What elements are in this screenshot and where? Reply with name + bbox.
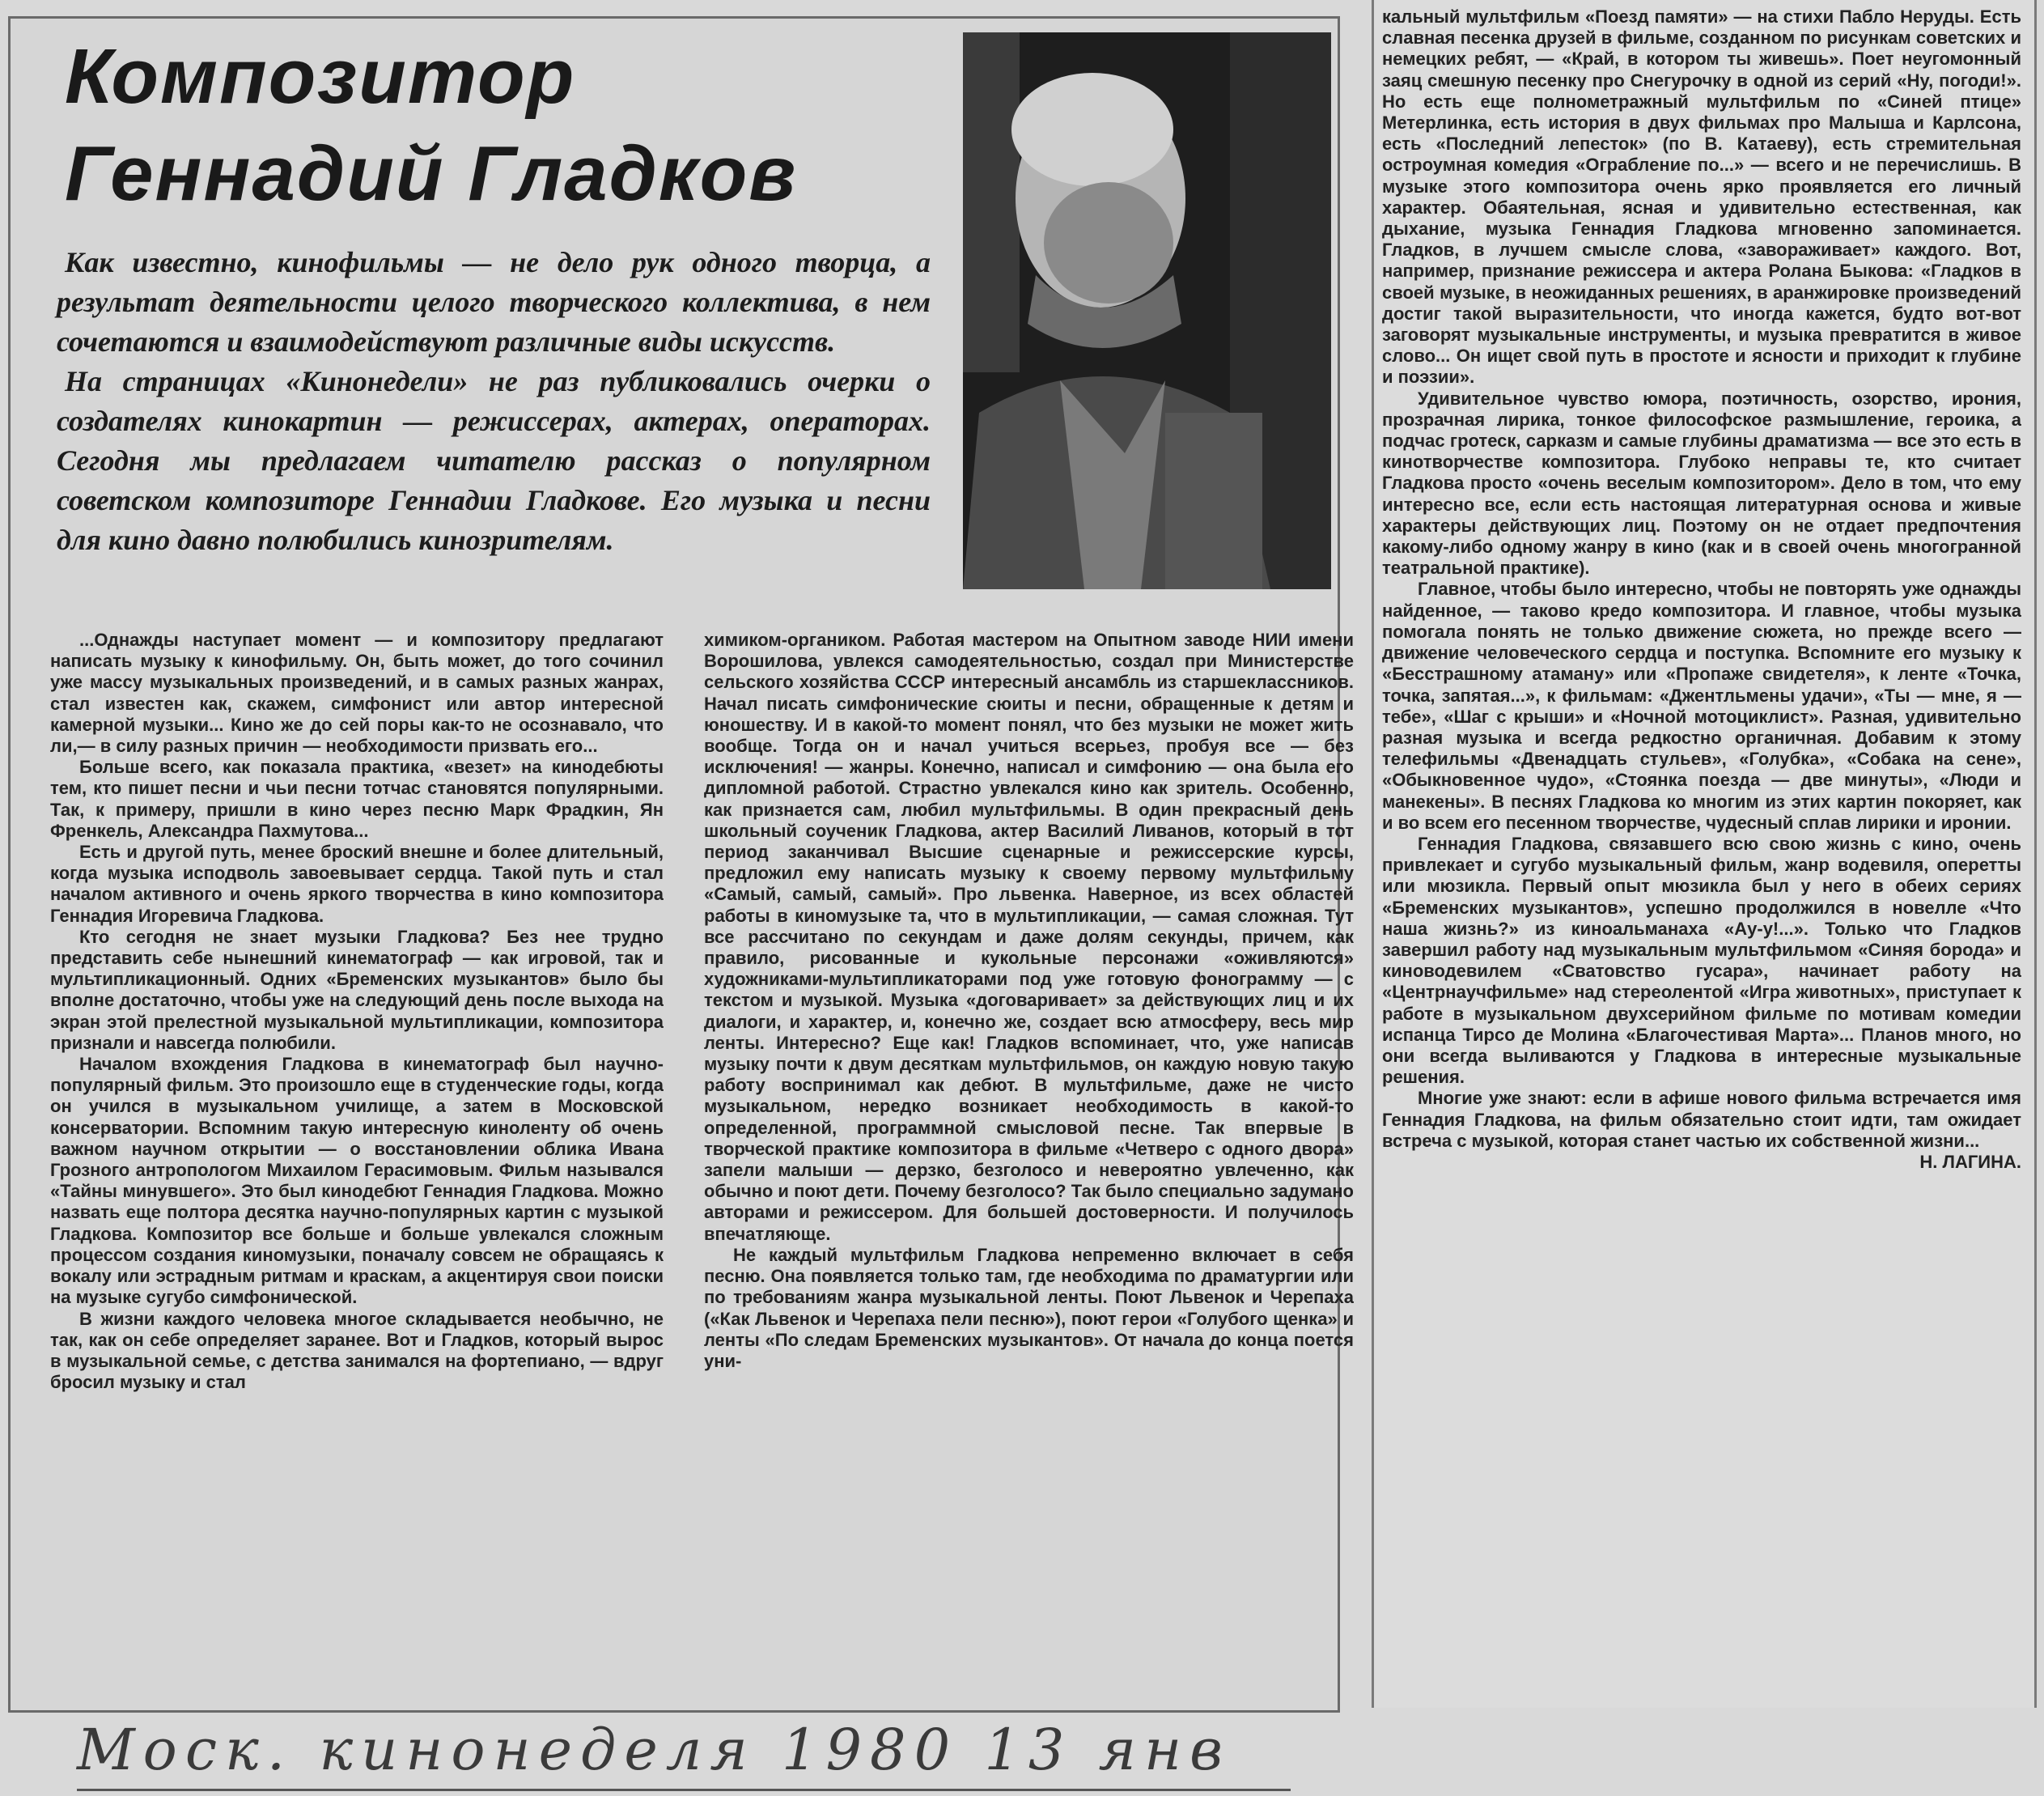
paragraph: Больше всего, как показала практика, «везет» на кинодебюты тем, кто пишет песни и чьи песни тотчас становятся популярными. Так, к примеру, пришли в кино через песню Марк Фрадкин, Ян Френкель, Александра Пахмутова... xyxy=(50,757,664,841)
text-column-1 xyxy=(50,630,664,1700)
paragraph: ...Однажды наступает момент — и композитору предлагают написать музыку к кинофильму. Он, быть может, до того сочинил уже массу музыкальных произведений, и в самых разных жанрах, стал известен как, скажем, симфонист или автор интересной камерной музыки... Кино же до сей поры как-то не осознавало, что ли,— в силу разных причин — необходимости призвать его... xyxy=(50,630,664,757)
paragraph: Есть и другой путь, менее броский внешне и более длительный, когда музыка исподволь завоевывает сердца. Такой путь и стал началом активного и очень яркого творчества в кино композитора Геннадия Игоревича Гладкова. xyxy=(50,842,664,926)
paragraph: Многие уже знают: если в афише нового фильма встречается имя Геннадия Гладкова, на фильм обязательно стоит идти, там ожидает встреча с музыкой, которая станет частью их собственной жизни... xyxy=(1382,1088,2021,1151)
article-lead xyxy=(57,243,931,560)
paragraph: Началом вхождения Гладкова в кинематограф был научно-популярный фильм. Это произошло еще в студенческие годы, когда он учился в музыкальном училище, а затем в Московской консерватории. Вспомним такую интересную киноленту об очень важном научном открытии — о восстановлении облика Ивана Грозного антропологом Михаилом Герасимовым. Фильм назывался «Тайны минувшего». Это был кинодебют Геннадия Гладкова. Можно назвать еще полтора десятка научно-популярных картин с музыкой Гладкова. Композитор все больше и больше увлекался сложным процессом создания киномузыки, поначалу совсем не обращаясь к вокалу или эстрадным ритмам и краскам, а акцентируя свои поиски на музыке сугубо симфонической. xyxy=(50,1054,664,1308)
portrait-illustration xyxy=(963,32,1331,589)
lead-paragraph: Как известно, кинофильмы — не дело рук одного творца, а результат деятельности целого творческого коллектива, в нем сочетаются и взаимодействуют различные виды искусств. xyxy=(57,246,931,358)
portrait-photo xyxy=(963,32,1331,589)
paragraph: В жизни каждого человека многое складывается необычно, не так, как он себе определяет заранее. Вот и Гладков, который вырос в музыкальной семье, с детства занимался на фортепиано, — вдруг бросил музыку и стал xyxy=(50,1308,664,1393)
lead-paragraph: На страницах «Кинонедели» не раз публиковались очерки о создателях кинокартин — режиссерах, актерах, операторах. Сегодня мы предлагаем читателю рассказ о популярном советском композиторе Геннадии Гладкове. Его музыка и песни для кино давно полюбились кинозрителям. xyxy=(57,365,931,556)
article-title xyxy=(65,28,922,223)
title-line-2: Геннадий Гладков xyxy=(65,130,798,217)
text-column-3 xyxy=(1382,6,2021,1702)
author-signature: Н. ЛАГИНА. xyxy=(1919,1151,2021,1172)
paragraph: Главное, чтобы было интересно, чтобы не повторять уже однажды найденное, — таково кредо композитора. И главное, чтобы музыка помогала понять не только движение сюжета, но прежде всего — движение человеческого сердца и поступка. Вспомните его музыку к «Бесстрашному атаману» или «Пропаже свидетеля», к ленте «Точка, точка, запятая...», к фильмам: «Джентльмены удачи», «Ты — мне, я — тебе», «Шаг с крыши» и «Ночной мотоциклист». Разная, удивительно разная музыка и всегда редкостно органичная. Добавим к этому телефильмы «Двенадцать стульев», «Голубка», «Собака на сене», «Обыкновенное чудо», «Стоянка поезда — две минуты», «Люди и манекены». В песнях Гладкова ко многим из этих картин покоряет, как и во всем его песенном творчестве, чудесный сплав лирики и иронии. xyxy=(1382,579,2021,833)
paragraph: Не каждый мультфильм Гладкова непременно включает в себя песню. Она появляется только там, где необходима по драматургии или по требованиям жанра музыкальной ленты. Поют Львенок и Черепаха («Как Львенок и Черепаха пели песню»), поют герои «Голубого щенка» и ленты «По следам Бременских музыкантов». От начала до конца поется уни- xyxy=(704,1244,1354,1371)
paragraph: химиком-органиком. Работая мастером на Опытном заводе НИИ имени Ворошилова, увлекся самодеятельностью, создал при Министерстве сельского хозяйства СССР интересный ансамбль из старшеклассников. Начал писать симфонические сюиты и песни, обращенные к детям и юношеству. И в какой-то момент понял, что без музыки не может жить вообще. Тогда он и начал учиться всерьез, пробуя все — без исключения! — жанры. Конечно, написал и симфонию — она была его дипломной работой. Страстно увлекался кино как зритель. Особенно, как признается сам, любил мультфильмы. В один прекрасный день школьный соученик Гладкова, актер Василий Ливанов, который в тот период заканчивал Высшие сценарные и режиссерские курсы, предложил ему написать музыку к своему первому мультфильму «Самый, самый, самый». Про львенка. Наверное, из всех областей работы в киномузыке та, что в мультипликации, — самая сложная. Тут все рассчитано по секундам и даже долям секунды, причем, как правило, рисованные и кукольные персонажи «оживляются» художниками-мультипликаторами под уже готовую фонограмму — с текстом и музыкой. Музыка «договаривает» за действующих лиц и их диалоги, и характер, и, конечно же, создает всю атмосферу, весь мир ленты. Интересно? Еще как! Гладков вспоминает, что, уже написав музыку почти к двум десяткам мультфильмов, он каждую новую такую работу воспринимал как дебют. В мультфильме, даже не чисто музыкальном, нередко возникает необходимость в какой-то определенной, программной смысловой песне. Так впервые в творческой практике композитора в фильме «Четверо с одного двора» запели малыши — дерзко, безголосо и невероятно увлеченно, как обычно и поют дети. Почему безголосо? Так было специально задумано авторами и режиссером. Для большей достоверности. И получилось впечатляюще. xyxy=(704,630,1354,1244)
text-column-2 xyxy=(704,630,1354,1700)
paragraph: Кто сегодня не знает музыки Гладкова? Без нее трудно представить себе нынешний кинематограф — как игровой, так и мультипликационный. Одних «Бременских музыкантов» было бы вполне достаточно, чтобы уже на следующий день после выхода на экран этой прелестной музыкальной мультипликации, композитора признали и навсегда полюбили. xyxy=(50,926,664,1053)
paragraph: Геннадия Гладкова, связавшего всю свою жизнь с кино, очень привлекает и сугубо музыкальный фильм, жанр водевиля, оперетты или мюзикла. Первый опыт мюзикла был у него в обеих сериях «Бременских музыкантов», успешно продолжился в новелле «Что наша жизнь?» из киноальманаха «Ау-у!...». Только что Гладков завершил работу над музыкальным мультфильмом «Синяя борода» и киноводевилем «Сватовство гусара», начинает работу на «Центрнаучфильме» над стереолентой «Игра животных», приступает к работе в музыкальном двухсерийном фильме по мотивам комедии испанца Тирсо де Молина «Благочестивая Марта»... Планов много, но они всегда выливаются у Гладкова в интересные музыкальные решения. xyxy=(1382,833,2021,1088)
paragraph: кальный мультфильм «Поезд памяти» — на стихи Пабло Неруды. Есть славная песенка друзей в фильме, созданном по рисункам советских и немецких ребят, — «Край, в котором ты живешь». Поет неугомонный заяц смешную песенку про Снегурочку в одной из серий «Ну, погоди!». Но есть еще полнометражный мультфильм по «Синей птице» Метерлинка, есть история в двух фильмах про Малыша и Карлсона, есть «Последний лепесток» (по В. Катаеву), есть стремительная остроумная комедия «Ограбление по...» — всего и не перечислишь. В музыке этого композитора очень ярко проявляется его личный характер. Обаятельная, ясная и удивительно естественная, как дыхание, музыка Геннадия Гладкова мгновенно запоминается. Гладков, в лучшем смысле слова, «завораживает» каждого. Вот, например, признание режиссера и актера Ролана Быкова: «Гладков в своей музыке, в неожиданных решениях, в аранжировке произведений достиг такой выразительности, что иногда кажется, будто вот-вот заговорят музыкальные инструменты, и музыка превратится в живое слово... Он ищет свой путь в простоте и ясности и приходит к глубине и поэзии». xyxy=(1382,6,2021,388)
title-line-1: Композитор xyxy=(65,33,576,120)
paragraph: Удивительное чувство юмора, поэтичность, озорство, ирония, прозрачная лирика, тонкое философское размышление, героика, а подчас гротеск, сарказм и самые глубины драматизма — все это есть в кинотворчестве композитора. Глубоко неправы те, кто считает Гладкова просто «очень веселым композитором». Дело в том, что ему интересно все, если есть настоящая литературная основа и живые характеры действующих лиц. Поэтому он не отдает предпочтения какому-либо одному жанру в кино (как и в своей очень многогранной театральной практике). xyxy=(1382,388,2021,579)
handwritten-note: Моск. кинонеделя 1980 13 янв xyxy=(77,1712,1291,1791)
